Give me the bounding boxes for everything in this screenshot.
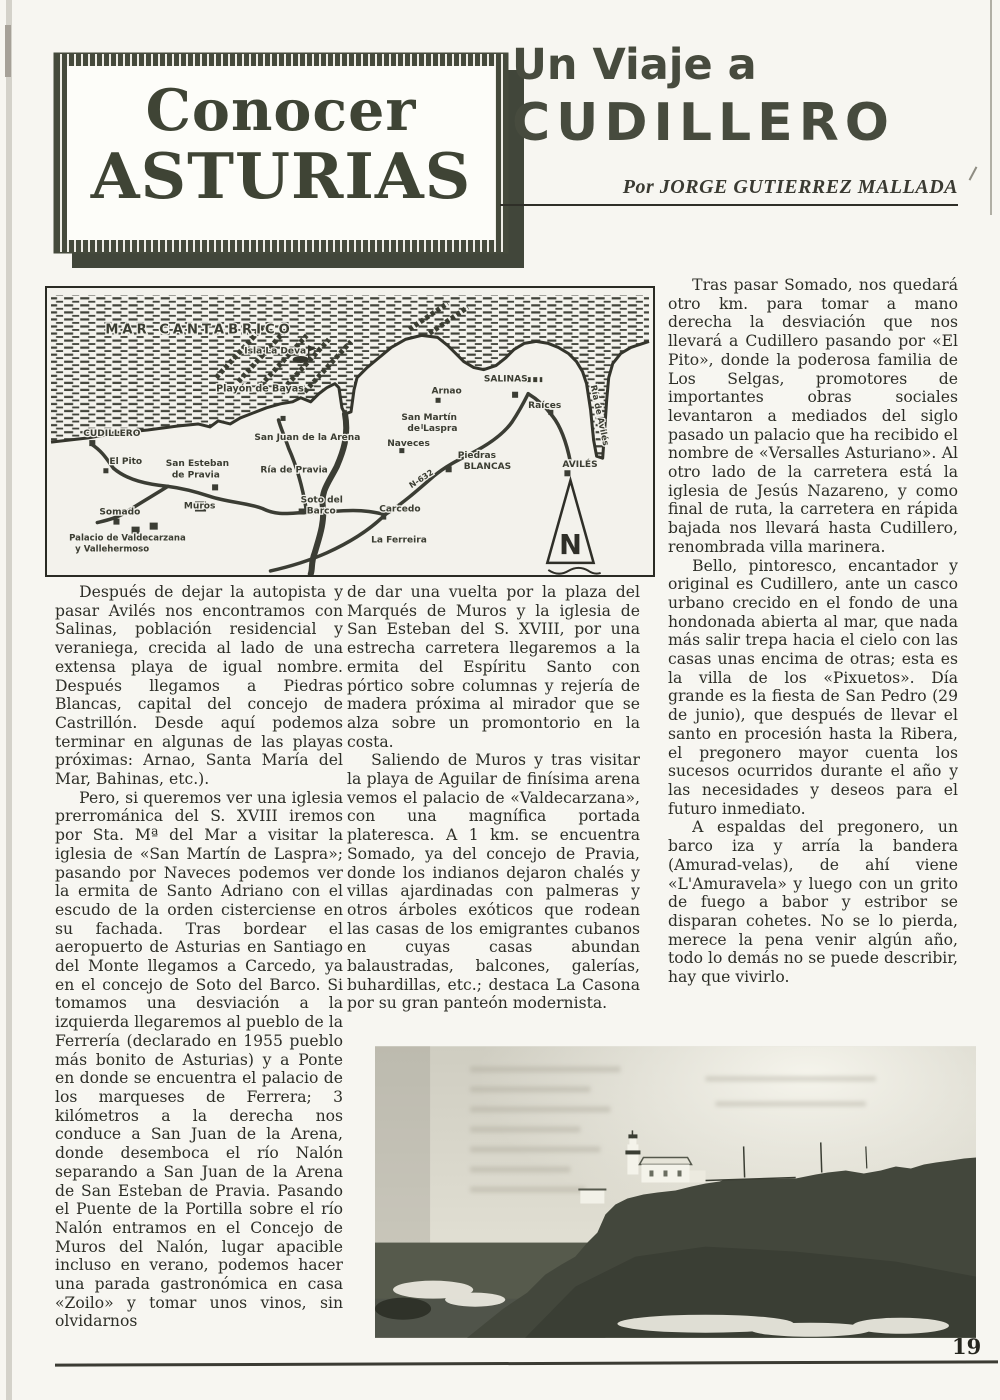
map-label: Somado bbox=[99, 507, 141, 518]
lantern-room bbox=[629, 1138, 636, 1145]
article-headline bbox=[512, 40, 962, 152]
masthead-box bbox=[55, 54, 507, 252]
text-column-1 bbox=[55, 583, 343, 1331]
map-label: Raíces bbox=[528, 400, 562, 411]
rocks bbox=[375, 1298, 431, 1320]
lantern-roof bbox=[628, 1134, 637, 1138]
lighthouse-tower bbox=[627, 1144, 638, 1174]
paragraph: Saliendo de Muros y tras visitar la playa de Aguilar de finísima arena vemos el palacio de «Valdecarzana», con una magnífica portada plateresca. A 1 km. se encuentra Somado, ya del concejo de Pravia, donde los indianos dejaron chalés y villas ajardinadas con palmeras y otros árboles exóticos que rodean las casas de los emigrantes cubanos en cuyas casas abundan balaustradas, balcones, galerías, buhardillas, etc.; destaca La Casona por su gran panteón modernista. bbox=[347, 751, 640, 1013]
page-number: 19 bbox=[952, 1334, 982, 1359]
map-label: Soto del Barco bbox=[300, 495, 343, 517]
map-label: San Juan de la Arena bbox=[254, 433, 361, 444]
map-label: El Pito bbox=[109, 457, 143, 468]
paragraph: Bello, pintoresco, encantador y original es Cudillero, ante un casco urbano crecido en el fondo de una hondonada abierta al mar, que nada más salir trepa hacia el cielo con las casas unas encima de otras; esta es la villa de los «Pixuetos». Día grande es la fiesta de San Pedro (29 de junio), que después de llevar el santo en procesión hasta la Ribera, el pregonero mayor cuenta los sucesos ocurridos durante el año y las necesidades y deseos para el futuro inmediato. bbox=[668, 556, 958, 818]
map-label: Isla La Deva bbox=[244, 346, 307, 357]
masthead-title-line1: Conocer bbox=[145, 77, 417, 144]
north-arrow bbox=[547, 480, 600, 573]
byline: Por JORGE GUTIERREZ MALLADA bbox=[622, 176, 958, 198]
masthead-title-line2: ASTURIAS bbox=[90, 139, 472, 213]
map-label: MAR CANTABRICO bbox=[105, 322, 294, 338]
lighthouse-photo bbox=[375, 1046, 976, 1338]
headline-line1: Un Viaje a bbox=[512, 40, 757, 90]
paragraph: A espaldas del pregonero, un barco iza y arría la bandera (Amurad-velas), de ahí viene «L'Amuravela» y luego con un grito de fuego a babor y estribor se disparan cohetes. No se lo pierda, merece la pena venir algún año, todo lo demás no se puede describir, hay que vivirlo. bbox=[668, 818, 958, 987]
map-label: Muros bbox=[183, 501, 216, 512]
paragraph: Tras pasar Somado, nos quedará otro km. para tomar a mano derecha la desviación que nos llevará a Cudillero pasando por «El Pito», donde la poderosa familia de Los Selgas, promotores de importantes obras sociales levantaron a mediados del siglo pasado un palacio que ha recibido el nombre de «Versalles Asturiano». Al otro lado de la carretera está la iglesia de Jesús Nazareno, y como final de ruta, la carretera en rápida bajada nos llevará hasta Cudillero, renombrada villa marinera. bbox=[668, 276, 958, 556]
map-label: AVILÉS bbox=[562, 460, 598, 471]
map-label: San Esteban de Pravia bbox=[165, 459, 230, 481]
footer-rule bbox=[55, 1360, 998, 1366]
coast-map-figure bbox=[45, 286, 655, 577]
scan-edge-mark bbox=[5, 25, 11, 77]
tower-gallery bbox=[625, 1150, 640, 1154]
map-label: Piedras BLANCAS bbox=[457, 451, 512, 473]
map-label: Naveces bbox=[387, 439, 430, 450]
byline-rule bbox=[500, 176, 958, 206]
svg-text:N: N bbox=[559, 529, 582, 561]
map-label: N-632 bbox=[407, 467, 436, 491]
paragraph: de dar una vuelta por la plaza del Marqués de Muros y la iglesia de San Esteban del S. XVIII, por una estrecha carretera llegaremos a la ermita del Espíritu Santo con pórtico sobre columnas y rejería de madera próxima al mirador que se alza sobre un promontorio en la costa. bbox=[347, 583, 640, 751]
headline-line2: CUDILLERO bbox=[512, 93, 895, 153]
text-column-3 bbox=[668, 276, 958, 987]
annex bbox=[690, 1170, 706, 1182]
lighthouse-photo-image bbox=[375, 1046, 976, 1338]
text-column-2 bbox=[347, 583, 640, 1013]
scan-edge-line bbox=[990, 0, 992, 215]
map-label: Ría de Pravia bbox=[260, 465, 328, 476]
map-label: San Martín de Laspra bbox=[401, 412, 458, 434]
map-label: Arnao bbox=[431, 386, 462, 397]
scan-stray-mark bbox=[969, 166, 978, 180]
coast-map bbox=[47, 288, 653, 575]
house-roof bbox=[639, 1157, 691, 1164]
scan-edge-shade bbox=[6, 0, 12, 1400]
map-label: SALINAS bbox=[483, 374, 528, 385]
mast-2 bbox=[821, 1142, 822, 1172]
map-label: Carcedo bbox=[379, 504, 421, 515]
paragraph: Pero, si queremos ver una iglesia prerrománica del S. XVIII iremos por Sta. Mª del Mar a visitar la iglesia de «San Martín de Laspra»; pasando por Naveces podemos ver la ermita de Santo Adriano con el escudo de la orden cisterciense en su fachada. Tras bordear el aeropuerto de Asturias en Santiago del Monte llegamos a Carcedo, ya en el concejo de Soto del Barco. Si tomamos una desviación a la izquierda llegaremos al pueblo de la Ferrería (declarado en 1955 pueblo más bonito de Asturias) y a Ponte en donde se encuentra el palacio de los marqueses de Ferrera; 3 kilómetros a la derecha nos conduce a San Juan de la Arena, donde desemboca el río Nalón separando a San Juan de la Arena de San Esteban de Pravia. Pasando el Puente de la Portilla sobre el río Nalón entramos en el Concejo de Muros del Nalón, lugar apacible incluso en verano, podemos hacer una parada gastronómica en casa «Zoilo» y tomar unos vinos, sin olvidarnos bbox=[55, 788, 343, 1331]
map-label: Ría de Avilés bbox=[587, 384, 611, 447]
map-label: Playón de Bayas bbox=[216, 383, 304, 395]
map-label: Palacio de Valdecarzana y Vallehermoso bbox=[69, 533, 186, 555]
map-label: La Ferreira bbox=[371, 535, 427, 546]
cartographer-signature bbox=[548, 568, 600, 574]
mast-1 bbox=[744, 1146, 745, 1177]
paragraph: Después de dejar la autopista y pasar Avilés nos encontramos con Salinas, población residencial y veraniega, crecida al lado de una extensa playa de igual nombre. Después llegamos a Piedras Blancas, capital del concejo de Castrillón. Desde aquí podemos terminar en algunas de las playas próximas: Arnao, Santa María del Mar, Bahinas, etc.). bbox=[55, 583, 343, 789]
map-label: CUDILLERO bbox=[83, 429, 141, 440]
